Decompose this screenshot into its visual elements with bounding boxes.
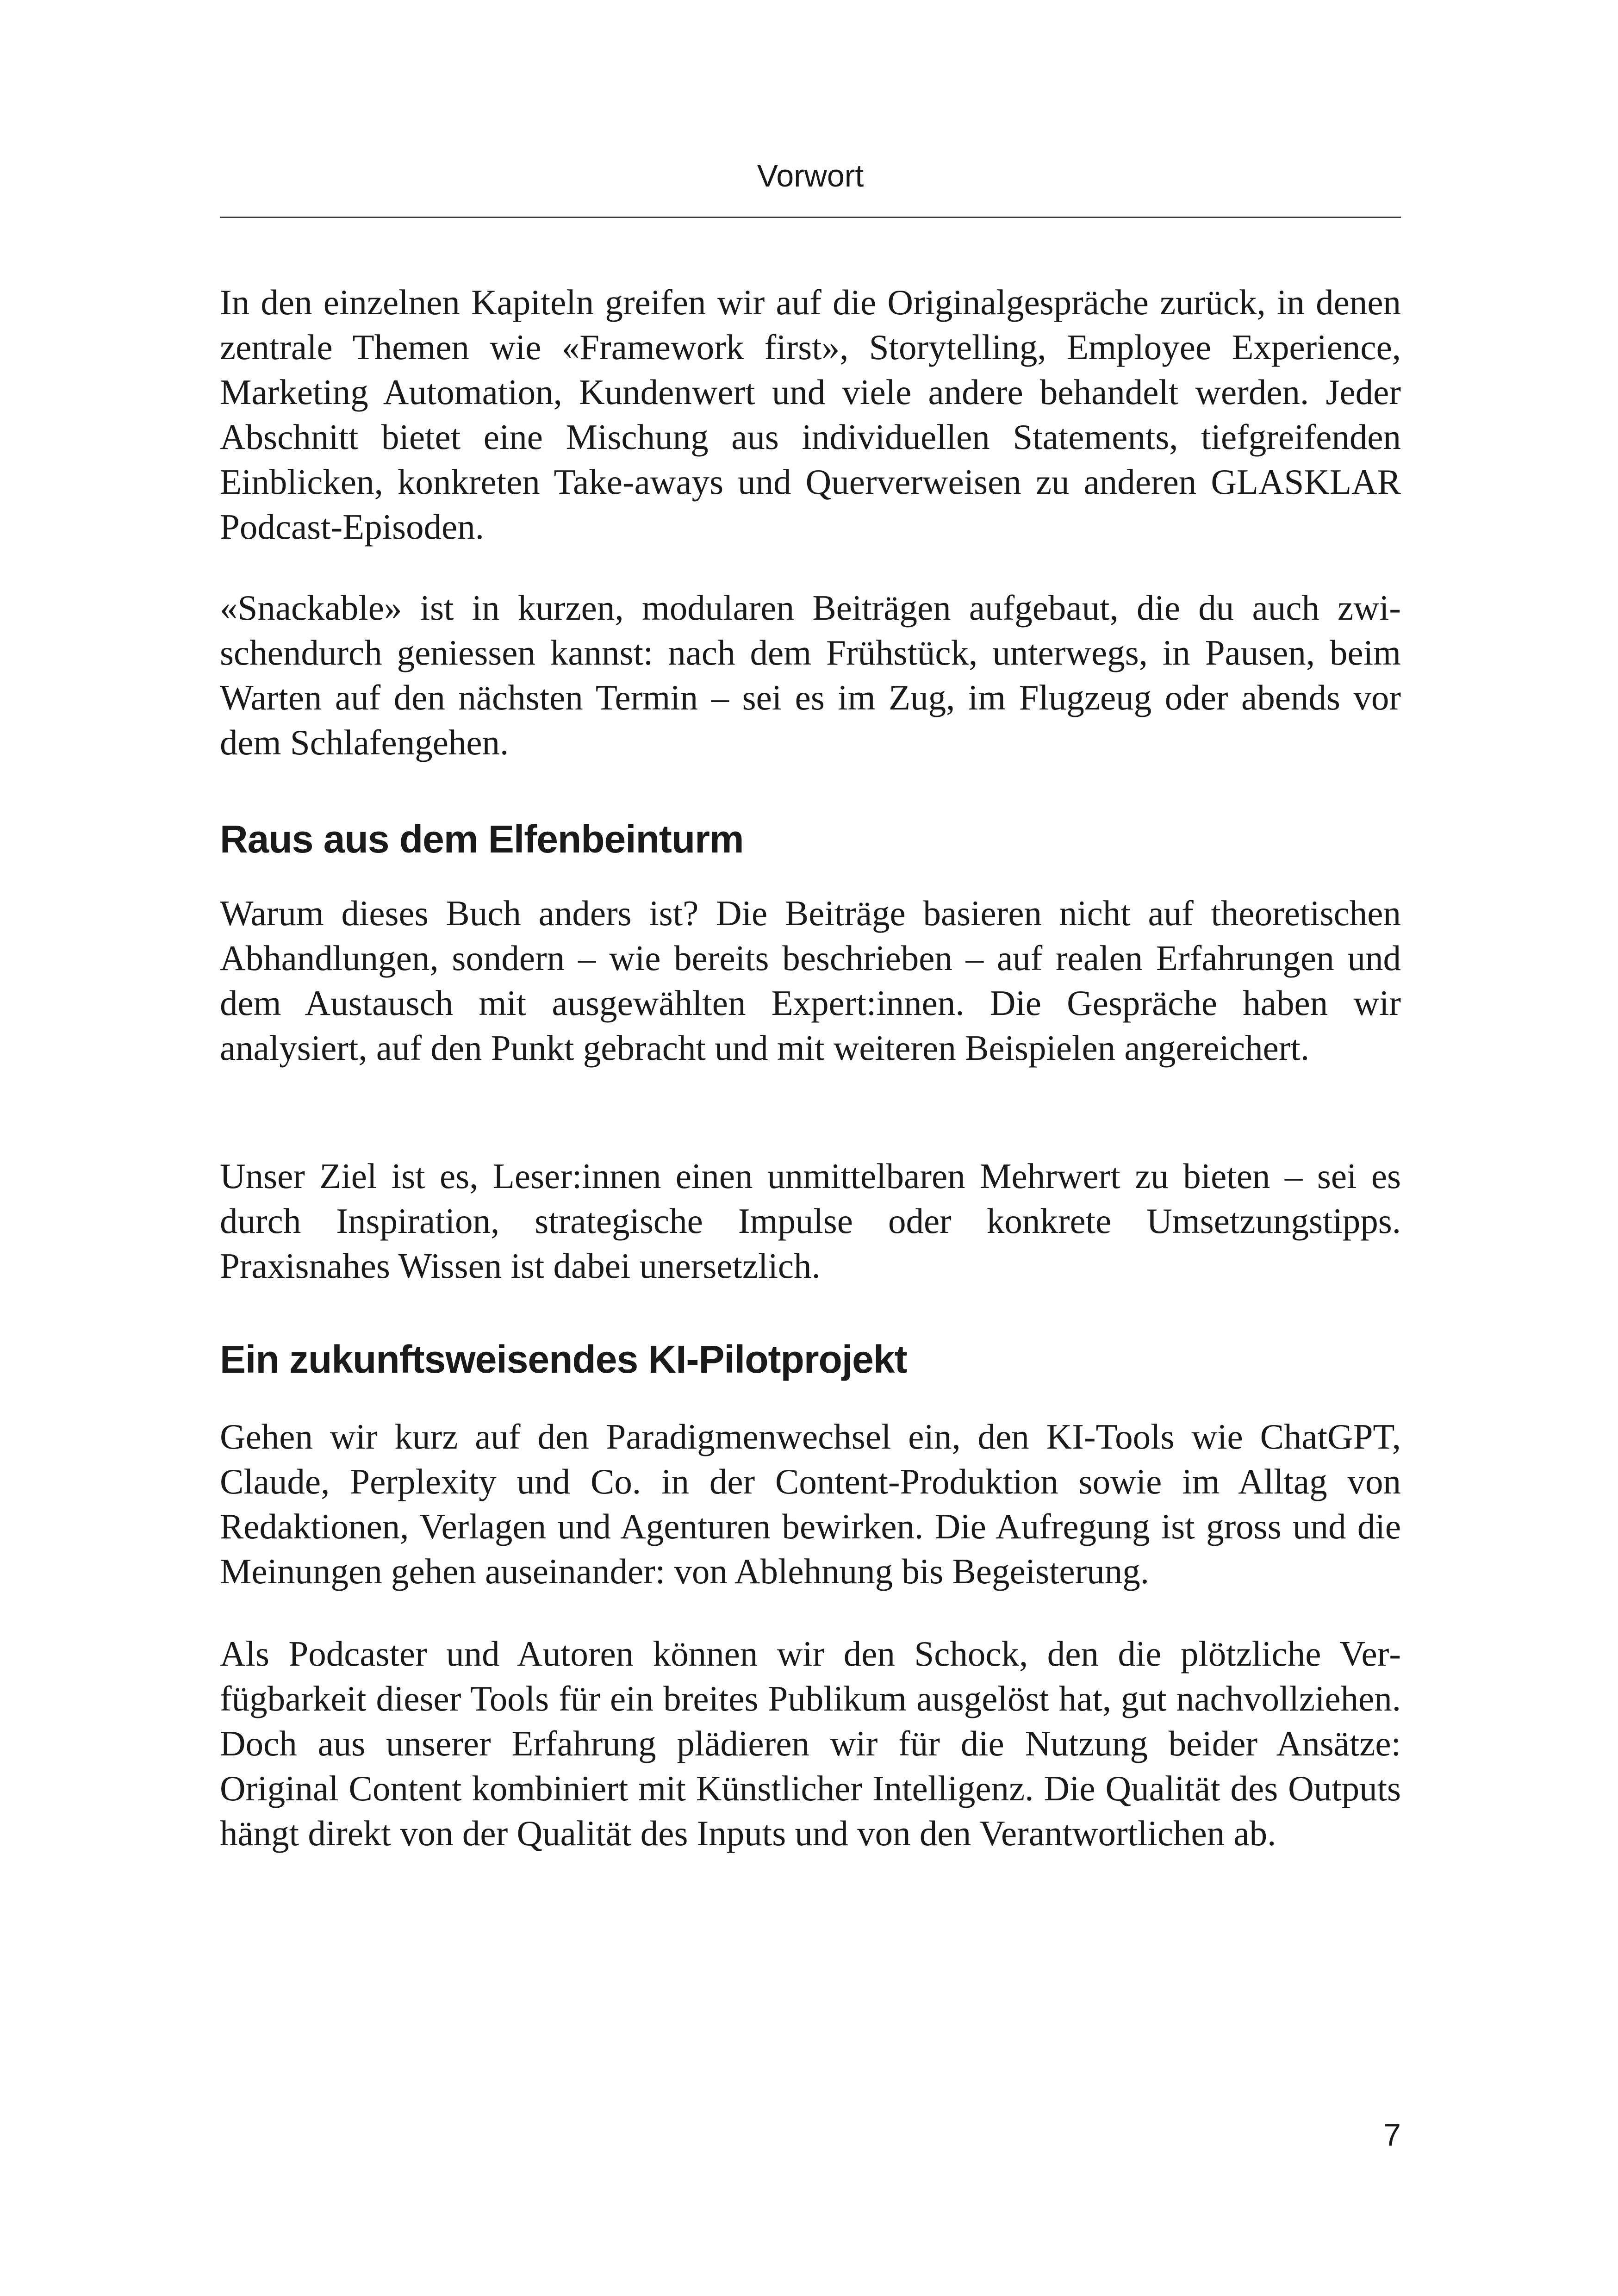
- section-2-paragraph-1: Gehen wir kurz auf den Paradigmenwechsel ein, den KI-Tools wie ChatGPT, Claude, Perplexity und Co. in der Content-Produktion sowie im Alltag von Redaktionen, Verlagen und Agenturen bewirken. Die Aufregung ist gross und die Meinungen gehen auseinander: von Ablehnung bis Begeisterung.: [220, 1417, 1401, 1591]
- section-1-paragraph-1: Warum dieses Buch anders ist? Die Beiträge basieren nicht auf theoretischen Abhandlungen, sondern – wie bereits beschrieben – auf realen Erfahrungen und dem Austausch mit ausgewählten Expert:innen. Die Gespräche haben wir analysiert, auf den Punkt gebracht und mit weiteren Beispielen angereichert.: [220, 893, 1401, 1068]
- section-heading-ki-pilotprojekt: Ein zukunftsweisendes KI-Pilotprojekt: [220, 1338, 907, 1381]
- section-1-paragraph-2: Unser Ziel ist es, Leser:innen einen unmittelbaren Mehrwert zu bieten – sei es durch Inspiration, strategische Impulse oder konkrete Umsetzungstipps. Praxisnahes Wissen ist dabei unersetzlich.: [220, 1156, 1401, 1286]
- header-rule: [220, 217, 1401, 218]
- running-header-title: Vorwort: [757, 158, 864, 193]
- section-heading-elfenbeinturm: Raus aus dem Elfenbeinturm: [220, 817, 744, 861]
- section-2-paragraph-2: Als Podcaster und Autoren können wir den Schock, den die plötzliche Verfügbarkeit dieser Tools für ein breites Publikum ausgelöst hat, gut nachvollziehen. Doch aus unserer Erfahrung plädieren wir für die Nutzung beider Ansätze: Original Content kombiniert mit Künstlicher Intelligenz. Die Qualität des Outputs hängt direkt von der Qualität des Inputs und von den Verantwortlichen ab.: [220, 1634, 1401, 1853]
- intro-paragraph-2: «Snackable» ist in kurzen, modularen Beiträgen aufgebaut, die du auch zwischendurch geniessen kannst: nach dem Frühstück, unterwegs, in Pausen, beim Warten auf den nächsten Termin – sei es im Zug, im Flugzeug oder abends vor dem Schlafengehen.: [220, 588, 1401, 762]
- intro-paragraph-1: In den einzelnen Kapiteln greifen wir auf die Originalgespräche zurück, in denen zentrale Themen wie «Framework first», Storytelling, Employee Experience, Marketing Automation, Kundenwert und viele andere behandelt werden. Jeder Abschnitt bietet eine Mischung aus individuellen Statements, tiefgreifenden Einblicken, konkreten Take-aways und Querverweisen zu anderen GLASKLAR Podcast-Episoden.: [220, 282, 1401, 547]
- page-number: 7: [1383, 2117, 1401, 2153]
